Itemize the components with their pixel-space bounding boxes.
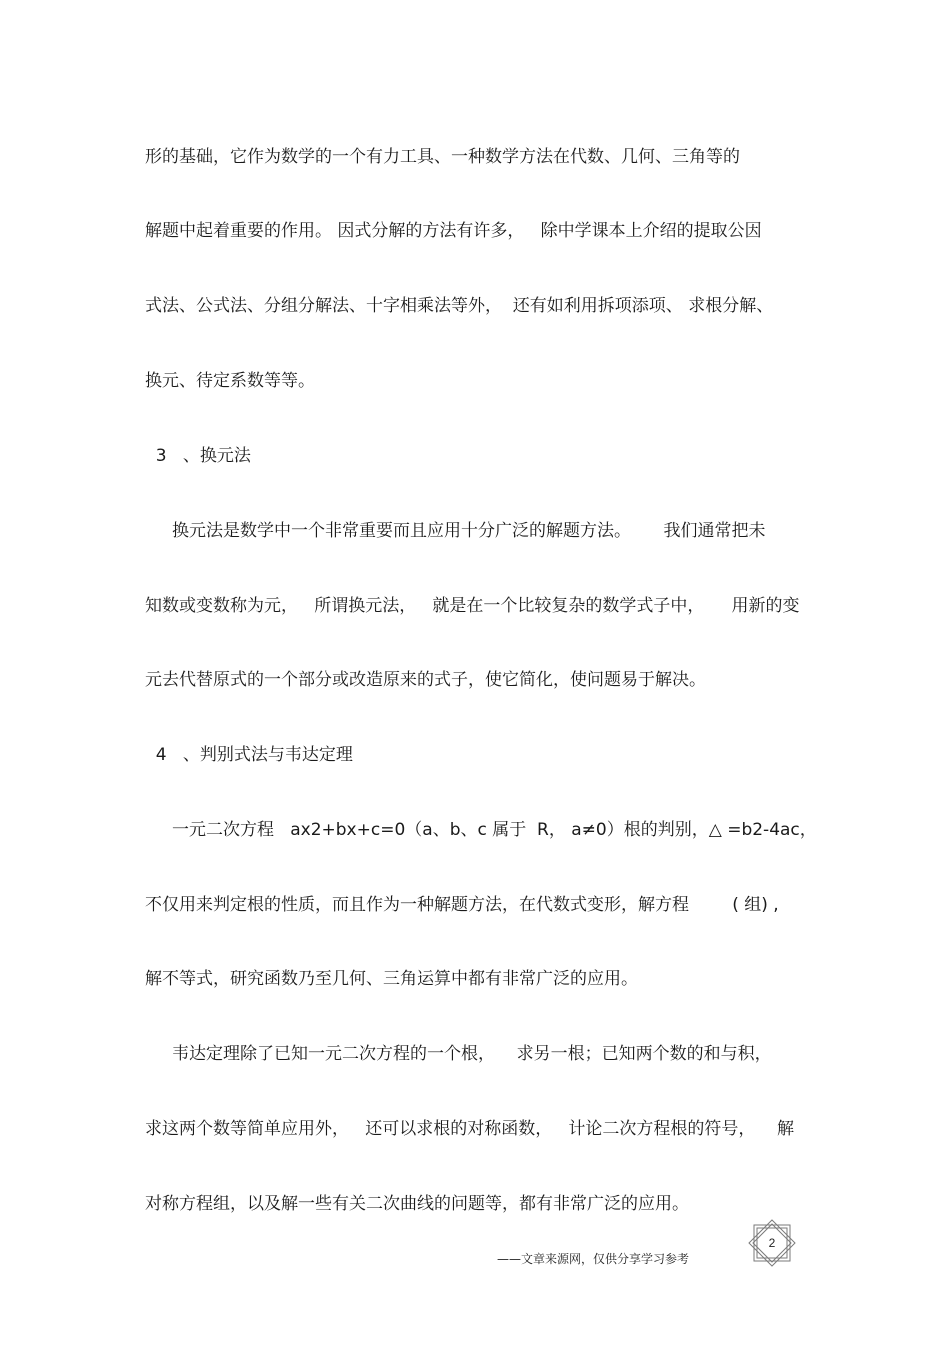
paragraph-line: 解题中起着重要的作用。 因式分解的方法有许多， 除中学课本上介绍的提取公因 [145,221,762,241]
paragraph-line: 韦达定理除了已知一元二次方程的一个根， 求另一根；已知两个数的和与积， [145,1044,772,1064]
page-number-badge [748,1219,796,1267]
paragraph-line: 求这两个数等简单应用外， 还可以求根的对称函数， 计论二次方程根的符号， 解 [145,1119,795,1139]
paragraph-line: 形的基础，它作为数学的一个有力工具、一种数学方法在代数、几何、三角等的 [145,147,740,167]
paragraph-line: 一元二次方程 ax2+bx+c=0（a、b、c 属于 R， a≠0）根的判别，△ =b2-4ac， [145,820,817,840]
page-number: 2 [768,1236,776,1250]
paragraph-line: 对称方程组，以及解一些有关二次曲线的问题等，都有非常广泛的应用。 [145,1194,689,1214]
section-heading-3: 3 、换元法 [145,446,251,466]
paragraph-line: 换元、待定系数等等。 [145,371,315,391]
paragraph-line: 式法、公式法、分组分解法、十字相乘法等外， 还有如利用拆项添项、 求根分解、 [145,296,774,316]
paragraph-line: 不仅用来判定根的性质，而且作为一种解题方法，在代数式变形，解方程 ( 组) , [145,895,779,915]
section-heading-4: 4 、判别式法与韦达定理 [145,745,353,765]
paragraph-line: 解不等式，研究函数乃至几何、三角运算中都有非常广泛的应用。 [145,969,638,989]
paragraph-line: 换元法是数学中一个非常重要而且应用十分广泛的解题方法。 我们通常把未 [145,521,766,541]
footer-source-note: ——文章来源网，仅供分享学习参考 [497,1252,690,1266]
paragraph-line: 元去代替原式的一个部分或改造原来的式子，使它简化，使问题易于解决。 [145,670,706,690]
paragraph-line: 知数或变数称为元， 所谓换元法， 就是在一个比较复杂的数学式子中， 用新的变 [145,596,800,616]
